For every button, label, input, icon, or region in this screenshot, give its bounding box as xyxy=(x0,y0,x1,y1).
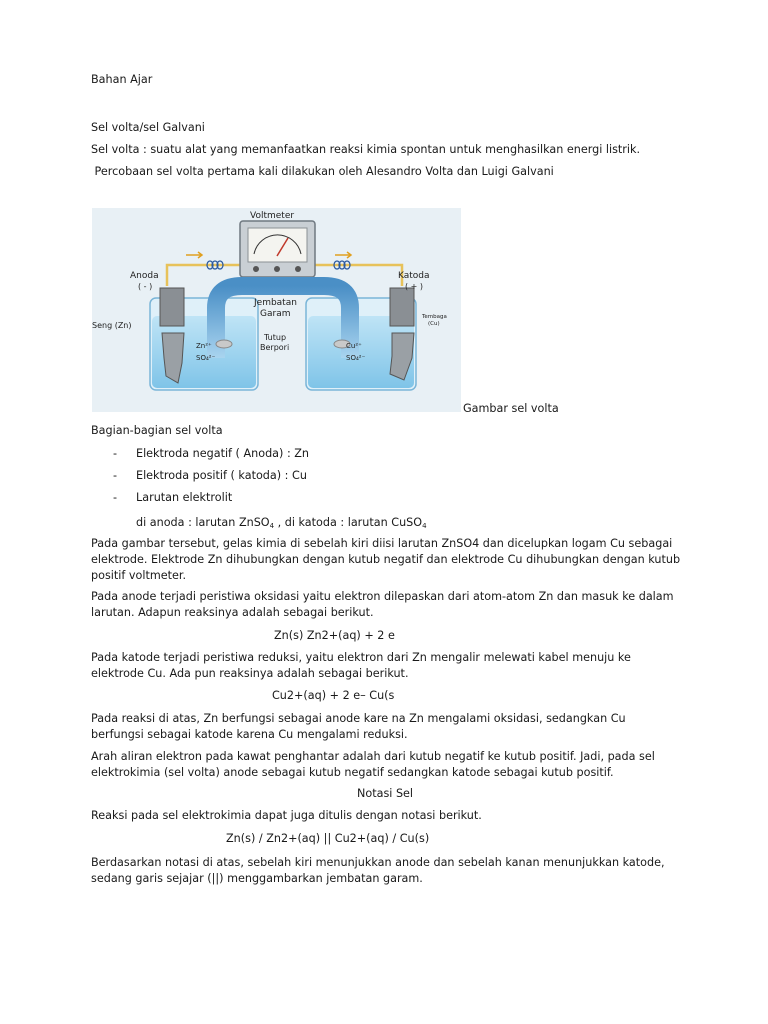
section-title: Sel volta/sel Galvani xyxy=(91,121,205,134)
anode-sign: ( - ) xyxy=(138,282,153,291)
salt-bridge-label-1: Jembatan xyxy=(254,298,297,308)
cathode-label: Katoda xyxy=(398,271,430,281)
bullet-dash: - xyxy=(113,491,118,504)
salt-bridge-label-2: Garam xyxy=(260,309,291,319)
voltaic-cell-figure xyxy=(92,208,461,412)
bullet-dash: - xyxy=(113,469,118,482)
list-item-text: Larutan elektrolit xyxy=(136,491,233,504)
electrolyte-cathode: , di katoda : larutan CuSO xyxy=(274,516,423,529)
paragraph-2: Pada anode terjadi peristiwa oksidasi yaitu elektron dilepaskan dari atom-atom Zn dan masuk ke dalam larutan. Adapun reaksinya adalah sebagai berikut. xyxy=(91,590,674,619)
subscript: 4 xyxy=(422,522,427,530)
porous-cap-label-2: Berpori xyxy=(260,343,290,352)
voltaic-cell-diagram xyxy=(92,208,461,412)
equation-oxidation: Zn(s) Zn2+(aq) + 2 e xyxy=(274,629,395,642)
paragraph-5: Arah aliran elektron pada kawat penghantar adalah dari kutub negatif ke kutub positif. Jadi, pada sel elektrokimia (sel volta) anode sebagai kutub negatif sedangkan katode sebagai kutub positif. xyxy=(91,750,655,779)
zinc-ion-label: Zn²⁺ xyxy=(196,342,212,350)
equation-reduction: Cu2+(aq) + 2 e– Cu(s xyxy=(272,689,395,702)
notation-title: Notasi Sel xyxy=(357,787,414,800)
list-item-text: Elektroda negatif ( Anoda) : Zn xyxy=(136,447,310,460)
parts-title: Bagian-bagian sel volta xyxy=(91,424,223,437)
zinc-label: Seng (Zn) xyxy=(92,321,132,330)
voltmeter-label: Voltmeter xyxy=(250,211,295,221)
list-item-text: Elektroda positif ( katoda) : Cu xyxy=(136,469,307,482)
equation-notation: Zn(s) / Zn2+(aq) || Cu2+(aq) / Cu(s) xyxy=(226,832,430,845)
definition-text: Sel volta : suatu alat yang memanfaatkan reaksi kimia spontan untuk menghasilkan energi listrik. xyxy=(91,143,641,156)
paragraph-3: Pada katode terjadi peristiwa reduksi, yaitu elektron dari Zn mengalir melewati kabel menuju ke elektrode Cu. Ada pun reaksinya adalah sebagai berikut. xyxy=(91,651,631,680)
electrolyte-anode: di anoda : larutan ZnSO xyxy=(136,516,270,529)
porous-plug-left xyxy=(216,340,232,348)
cathode-sign: ( + ) xyxy=(405,282,424,291)
copper-label-1: Tembaga xyxy=(422,314,447,320)
paragraph-6: Reaksi pada sel elektrokimia dapat juga ditulis dengan notasi berikut. xyxy=(91,809,482,822)
copper-ion-label: Cu²⁺ xyxy=(346,342,362,350)
voltmeter-icon xyxy=(240,221,315,277)
figure-caption: Gambar sel volta xyxy=(463,402,559,415)
paragraph-1: Pada gambar tersebut, gelas kimia di sebelah kiri diisi larutan ZnSO4 dan dicelupkan logam Cu sebagai elektrode. Elektrode Zn dihubungkan dengan kutub negatif dan elektrode Cu dihubungkan dengan kutub positif voltmeter. xyxy=(91,537,681,582)
copper-label-2: (Cu) xyxy=(428,321,440,327)
history-text: Percobaan sel volta pertama kali dilakukan oleh Alesandro Volta dan Luigi Galvani xyxy=(91,165,554,178)
paragraph-7: Berdasarkan notasi di atas, sebelah kiri menunjukkan anode dan sebelah kanan menunjukkan katode, sedang garis sejajar (||) menggambarkan jembatan garam. xyxy=(91,856,665,885)
sulfate-left-label: SO₄²⁻ xyxy=(196,354,216,362)
porous-cap-label-1: Tutup xyxy=(264,333,287,342)
subscript: 4 xyxy=(269,522,275,530)
anode-label: Anoda xyxy=(130,271,159,281)
paragraph-4: Pada reaksi di atas, Zn berfungsi sebagai anode kare na Zn mengalami oksidasi, sedangkan Cu berfungsi sebagai katode karena Cu mengalami reduksi. xyxy=(91,712,626,741)
document-heading: Bahan Ajar xyxy=(91,73,153,86)
electrolyte-detail xyxy=(136,515,427,534)
sulfate-right-label: SO₄²⁻ xyxy=(346,354,366,362)
bullet-dash: - xyxy=(113,447,118,460)
